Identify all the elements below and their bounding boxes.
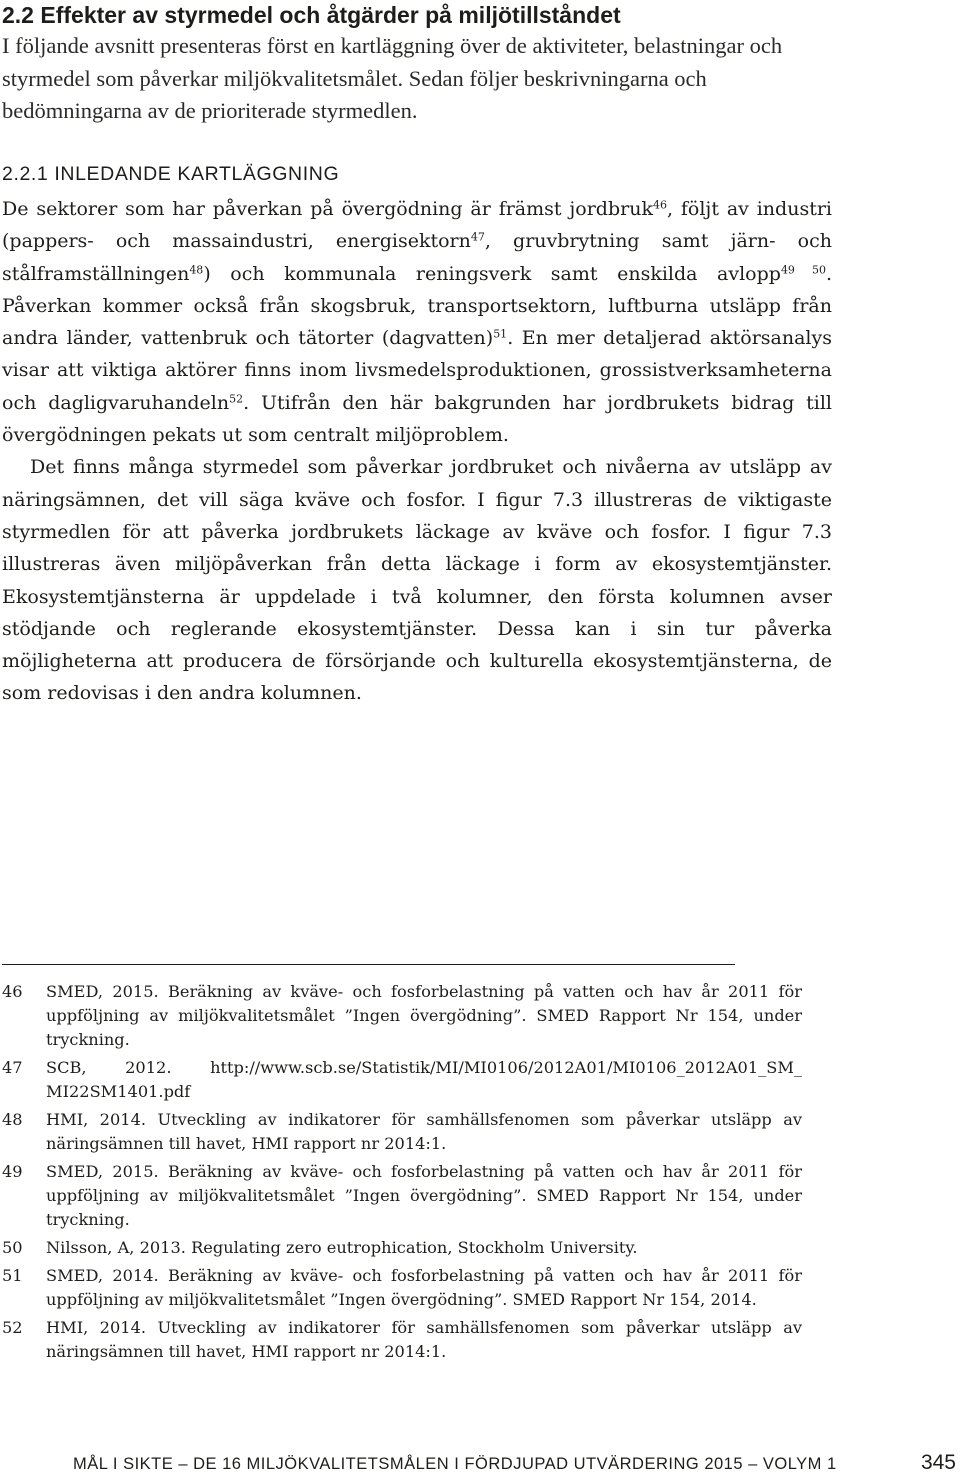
- footnote-number: 50: [2, 1238, 23, 1257]
- text-run: . Utifrån den här bakgrunden har jordbrukets bidrag till övergödningen pekats ut som centralt miljöproblem.: [2, 391, 833, 447]
- footnote-number: 46: [2, 982, 23, 1001]
- footnote-item: [2, 980, 802, 1052]
- subsection-heading: 2.2.1 INLEDANDE KARTLÄGGNING: [2, 163, 340, 185]
- footnote-ref-47: 47: [470, 230, 485, 244]
- section-heading: 2.2 Effekter av styrmedel och åtgärder på miljötillståndet: [2, 2, 621, 28]
- section-intro-paragraph: I följande avsnitt presenteras först en kartläggning över de aktiviteter, belastningar och styrmedel som påverkar miljökvalitetsmålet. Sedan följer beskrivningarna och bedömningarna av de prioriterade styrmedlen.: [2, 33, 783, 123]
- footnote-number: 47: [2, 1058, 23, 1077]
- text-run: , gruvbrytning samt järn- och stålframställningen: [2, 230, 832, 285]
- page-number: 345: [920, 1451, 956, 1474]
- footnote-text: Nilsson, A, 2013. Regulating zero eutrophication, Stockholm University.: [46, 1238, 638, 1257]
- footnote-text: SMED, 2015. Beräkning av kväve- och fosforbelastning på vatten och hav år 2011 för uppföljning av miljökvalitetsmålet ”Ingen övergödning”. SMED Rapport Nr 154, under tryckning.: [46, 982, 802, 1049]
- footnote-number: 49: [2, 1162, 23, 1181]
- text-run: , följt av industri (pappers- och massaindustri, energisektorn: [2, 198, 832, 253]
- footnote-ref-48: 48: [189, 263, 204, 276]
- footnote-item: [2, 1316, 802, 1364]
- footnote-text: SMED, 2014. Beräkning av kväve- och fosforbelastning på vatten och hav år 2011 för uppföljning av miljökvalitetsmålet ”Ingen övergödning”. SMED Rapport Nr 154, 2014.: [46, 1266, 802, 1309]
- footnote-item: [2, 1108, 802, 1156]
- text-run: . Påverkan kommer också från skogsbruk, transportsektorn, luftburna utsläpp från andra länder, vattenbruk och tätorter (dagvatten): [2, 262, 832, 350]
- footnote-text: HMI, 2014. Utveckling av indikatorer för samhällsfenomen som påverkar utsläpp av näringsämnen till havet, HMI rapport nr 2014:1.: [46, 1110, 802, 1153]
- footnote-item: [2, 1160, 802, 1232]
- running-footer-title: MÅL I SIKTE – DE 16 MILJÖKVALITETSMÅLEN I FÖRDJUPAD UTVÄRDERING 2015 – VOLYM 1: [73, 1455, 837, 1473]
- footnote-item: [2, 1056, 802, 1104]
- footnote-text: SMED, 2015. Beräkning av kväve- och fosforbelastning på vatten och hav år 2011 för uppföljning av miljökvalitetsmålet ”Ingen övergödning”. SMED Rapport Nr 154, under tryckning.: [46, 1162, 802, 1229]
- body-paragraph-1: [2, 193, 832, 451]
- text-run: ) och kommunala reningsverk samt enskilda avlopp: [203, 262, 781, 285]
- body-paragraph-2: Det finns många styrmedel som påverkar jordbruket och nivåerna av utsläpp av näringsämnen, det vill säga kväve och fosfor. I figur 7.3 illustreras de viktigaste styrmedlen för att påverka jordbrukets läckage av kväve och fosfor. I figur 7.3 illustreras även miljöpåverkan från detta läckage i form av ekosystemtjänster. Ekosystemtjänsterna är uppdelade i två kolumner, den första kolumnen avser stödjande och reglerande ekosystemtjänster. Dessa kan i sin tur påverka möjligheterna att producera de försörjande och kulturella ekosystemtjänsterna, de som redovisas i den andra kolumnen.: [2, 456, 832, 705]
- footnote-divider: [2, 964, 735, 965]
- text-run: . En mer detaljerad aktörsanalys visar att viktiga aktörer finns inom livsmedelsproduktionen, grossistverksamheterna och dagligvaruhandeln: [2, 327, 832, 414]
- footnote-ref-52: 52: [229, 392, 244, 406]
- footnote-item: [2, 1264, 802, 1312]
- footnote-item: [2, 1236, 802, 1260]
- footnote-ref-46: 46: [652, 198, 667, 212]
- footnote-number: 52: [2, 1318, 23, 1337]
- footnote-ref-49-50: 49 50: [780, 263, 826, 276]
- text-run: De sektorer som har påverkan på övergödning är främst jordbruk: [2, 198, 653, 220]
- subsection-body: [2, 193, 832, 710]
- footnotes: [2, 980, 802, 1368]
- footnote-ref-51: 51: [493, 327, 508, 341]
- footnote-number: 51: [2, 1266, 23, 1285]
- footnote-text: HMI, 2014. Utveckling av indikatorer för samhällsfenomen som påverkar utsläpp av näringsämnen till havet, HMI rapport nr 2014:1.: [46, 1318, 802, 1361]
- footnote-text: SCB, 2012. http://www.scb.se/Statistik/MI/MI0106/2012A01/MI0106_2012A01_SM_ MI22SM1401.pdf: [46, 1058, 802, 1101]
- footnote-number: 48: [2, 1110, 23, 1129]
